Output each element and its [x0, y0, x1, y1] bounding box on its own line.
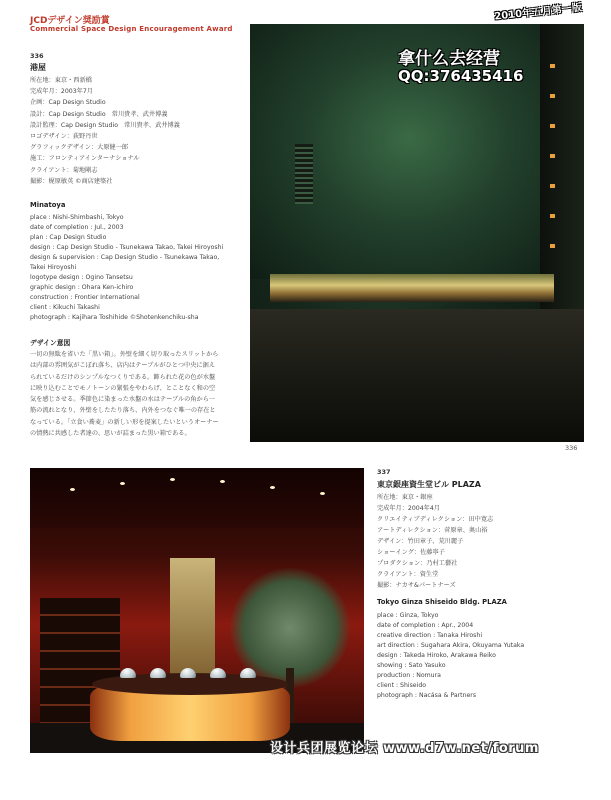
page-number: 336: [565, 444, 578, 452]
concept-line: られているだけのシンプルなつくりである。飾られた花の色が水盤: [30, 373, 216, 381]
concept-line: に映り込むことでモノトーンの緊張をやわらげ、とことなく和の空: [30, 384, 216, 392]
credit-line: date of completion : Jul., 2003: [30, 224, 124, 231]
credit-line: クリエイティブディレクション：田中寛志: [377, 516, 494, 523]
credit-line: creative direction : Tanaka Hiroshi: [377, 632, 483, 639]
background-building: [540, 24, 584, 309]
forum-watermark: 设计兵团展览论坛 www.d7w.net/forum: [270, 741, 539, 756]
glass-dome: [120, 668, 136, 678]
concept-paragraph: [30, 349, 270, 439]
entry-title: 東京銀座資生堂ビル PLAZA: [377, 480, 481, 489]
credit-line: グラフィックデザイン：大原健一郎: [30, 144, 129, 152]
building-window: [550, 184, 555, 188]
credit-line: graphic design : Ohara Ken-ichiro: [30, 284, 134, 291]
ceiling-light: [70, 488, 75, 491]
credit-line: ロゴデザイン：荻野丹世: [30, 132, 98, 140]
credit-line: photograph : Kajihara Toshihide ©Shotenkenchiku-sha: [30, 314, 199, 321]
entry-title: 港屋: [30, 63, 46, 72]
credit-line: design & supervision : Cap Design Studio - Tsunekawa Takao,: [30, 254, 220, 261]
credit-line: 企画：Cap Design Studio: [30, 99, 106, 107]
building-window: [550, 244, 555, 248]
glass-dome: [210, 668, 226, 678]
credit-line: 完成年月：2003年7月: [30, 88, 93, 96]
credit-line: クライアント：菊地剛志: [30, 166, 98, 174]
jp-credits: [30, 75, 180, 187]
qq-watermark: QQ:376435416: [398, 67, 524, 85]
concept-line: 一切の無駄を省いた「黒い箱」。外壁を細く切り取ったスリットから: [30, 351, 219, 358]
glass-dome: [180, 668, 196, 678]
credit-line: place : Nishi-Shimbashi, Tokyo: [30, 214, 124, 221]
credit-line: art direction : Sugahara Akira, Okuyama Yutaka: [377, 642, 525, 649]
concept-line: の情熱に共感した者達の、思いが詰まった黒い箱である。: [30, 430, 191, 438]
concept-heading: デザイン意図: [30, 339, 71, 347]
award-title-jp: JCDデザイン奨励賞: [30, 16, 110, 26]
credit-line: showing : Sato Yasuko: [377, 662, 446, 669]
date-watermark: 2010年五月第一版: [493, 2, 583, 23]
brand-watermark: 拿什么去经营: [398, 49, 500, 69]
credit-line: 所在地：東京・西新橋: [30, 77, 92, 84]
ceiling-light: [220, 480, 225, 483]
credit-line: Takei Hiroyoshi: [30, 264, 77, 271]
entry-number: 337: [377, 468, 391, 476]
credit-line: 撮影：梶原敏英 ©商店建築社: [30, 177, 113, 185]
ceiling-light: [170, 478, 175, 481]
credit-line: place : Ginza, Tokyo: [377, 612, 439, 619]
credit-line: client : Shiseido: [377, 682, 427, 689]
credit-line: 所在地：東京・銀座: [377, 494, 433, 501]
plaza-photo: [30, 468, 364, 753]
minatoya-photo: [250, 24, 584, 442]
glass-dome: [240, 668, 256, 678]
credit-line: デザイン：竹田章子、荒川麗子: [377, 538, 464, 545]
ceiling: [30, 468, 364, 528]
en-credits: [377, 611, 524, 701]
credit-line: photograph : Nacása & Partners: [377, 692, 477, 699]
glass-dome: [150, 668, 166, 678]
en-title: Minatoya: [30, 201, 66, 209]
credit-line: production : Nomura: [377, 672, 441, 679]
credit-line: 施工：フロンティアインターナショナル: [30, 155, 140, 163]
credit-line: 設計監理：Cap Design Studio 常川貴孝、武井博義: [30, 121, 180, 129]
sidewalk: [250, 309, 584, 442]
credit-line: construction : Frontier International: [30, 294, 140, 301]
ceiling-light: [120, 482, 125, 485]
credit-line: design : Takeda Hiroko, Arakawa Reiko: [377, 652, 496, 659]
facade-vent: [295, 144, 313, 204]
entry-number: 336: [30, 52, 44, 60]
building-window: [550, 94, 555, 98]
credit-line: アートディレクション：菅原章、奥山裕: [377, 527, 488, 534]
en-title: Tokyo Ginza Shiseido Bldg. PLAZA: [377, 598, 507, 606]
credit-line: plan : Cap Design Studio: [30, 234, 107, 241]
building-window: [550, 154, 555, 158]
credit-line: ショーイング：佐藤寧子: [377, 549, 445, 556]
jp-credits: [377, 492, 493, 591]
credit-line: 設計：Cap Design Studio 常川貴孝、武井博義: [30, 110, 168, 118]
building-window: [550, 64, 555, 68]
credit-line: logotype design : Ogino Tansetsu: [30, 274, 133, 281]
light-slit: [270, 274, 554, 302]
credit-line: プロダクション：乃村工藝社: [377, 560, 458, 567]
credit-line: client : Kikuchi Takashi: [30, 304, 100, 311]
credit-line: design : Cap Design Studio - Tsunekawa Takao, Takei Hiroyoshi: [30, 244, 224, 251]
credit-line: クライアント：資生堂: [377, 571, 439, 578]
building-window: [550, 124, 555, 128]
en-credits: [30, 213, 223, 323]
concept-line: 気を感じさせる。季節色に染まった水盤の水はテーブルの角から一: [30, 396, 216, 404]
ceiling-light: [270, 486, 275, 489]
credit-line: 撮影：ナカサ&パートナーズ: [377, 582, 456, 589]
concept-line: は内部の雰囲気がこぼれ落ち、店内はテーブルがひとつ中央に据え: [30, 362, 215, 370]
ceiling-light: [320, 492, 325, 495]
award-title-en: Commercial Space Design Encouragement Award: [30, 25, 233, 33]
concept-line: 筋の流れとなり、外壁をしたたり落ち、内外をつなぐ唯一の存在と: [30, 407, 216, 415]
concept-line: なっている。「立食い蕎麦」の新しい形を提案したいというオーナー: [30, 418, 219, 426]
credit-line: 完成年月：2004年4月: [377, 505, 440, 512]
credit-line: date of completion : Apr., 2004: [377, 622, 474, 629]
building-window: [550, 214, 555, 218]
